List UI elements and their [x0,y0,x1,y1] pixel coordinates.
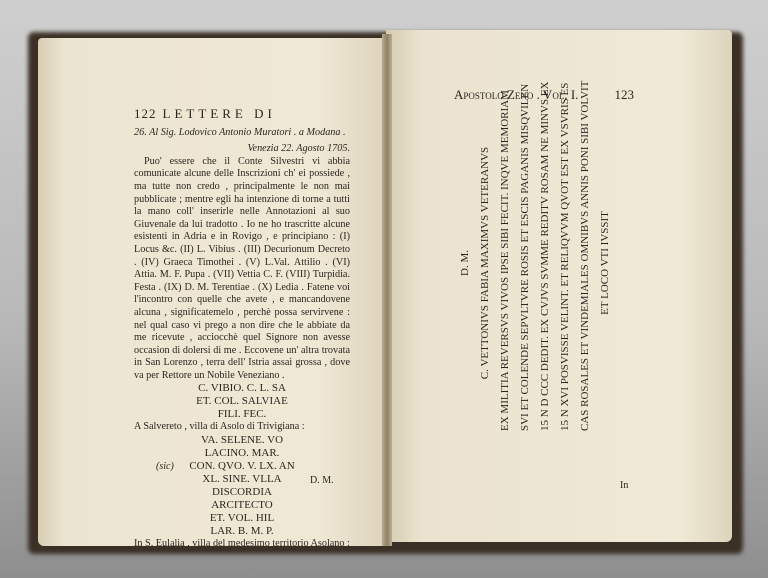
intro-2: A Salvereto , villa di Asolo di Trivigiana : [134,421,305,433]
letter-body: Puo' essere che il Conte Silvestri vi abbia comunicate alcune delle Inscrizioni ch' ei possiede , ma tutte non credo , principalmente le non mai pubblicate ; mentre egli ha intenzione di torne a tutti la mano coll' inserirle nelle Annotazioni al suo Giuvenale da lui tradotto . Io ne ho trascritte alcune esistenti in Adria e in Rovigo , e principiano : (I) Locus &c. (II) L. Vibius . (III) Decurionum Decreto . (IV) Graeca Timothei . (V) L.Val. Attilio . (VI) Attia. M. F. Pupa . (VII) Vettia C. F. (VIII) Turpidia. Festa . (IX) D. M. Terentiae . (X) Ledia . Fatene voi l'incontro con quelle che avete , e mancandovene alcuna , significatemelo , perchè possa servirvene : nel qual caso vi prego a non dire che le abbiate da me ricevute , acciocchè quel Signore non avesse occasion di dolersi di me . Eccovene un' altra trovata in San Lorenzo , terra dell' Istria assai grossa , dove va per Rettore un Nobile Veneziano . [134,155,350,381]
sic-note: (sic) [156,461,174,473]
inscription-1: C. VIBIO. C. L. SA ET. COL. SALVIAE FILI. FEC. [196,382,288,421]
right-catchword: In [620,480,629,491]
dateline: Venezia 22. Agosto 1705. [247,143,350,155]
letter-heading: 26. Al Sig. Lodovico Antonio Muratori . a Modana . [134,126,346,138]
left-catchword: D. M. [310,475,334,486]
rotated-inscription: D. M. C. VETTONIVS FABIA MAXIMVS VETERANVS EX MILITIA REVERSVS VIVOS IPSE SIBI FECIT. INQVE MEMORIAM SVI ET COLENDE SEPVLTVRE ROSIS ET ESCIS PAGANIS MISQVILEN 15 N D CCC DEDIT. EX CVJVS SVMME REDITV ROSAM NE MINVS EX 15 N XVI POSVISSE VELINT. ET RELIQVVM QVOT EST EX VSVRIS ES CAS ROSALES ET VINDEMIALES OMNIBVS ANNIS PONI SIBI VOLVIT ET LOCO VTI IVSSIT [459,80,611,431]
book-gutter [382,34,392,546]
right-page-number: 123 [614,87,634,102]
left-running-head: 122 LETTERE DI [134,106,276,121]
left-page-number: 122 [134,106,157,121]
inscription-2: VA. SELENE. VO LACINO. MAR. (sic) CON. QVO. V. LX. AN XL. SINE. VLLA DISCORDIA ARCITECTO ET. VOL. HIL LAR. B. M. P. [156,434,295,538]
right-running-head: Apostolo Zeno . Vol. I. 123 [454,87,634,102]
intro-3: In S. Eulalia , villa del medesimo territorio Asolano : [134,538,350,550]
